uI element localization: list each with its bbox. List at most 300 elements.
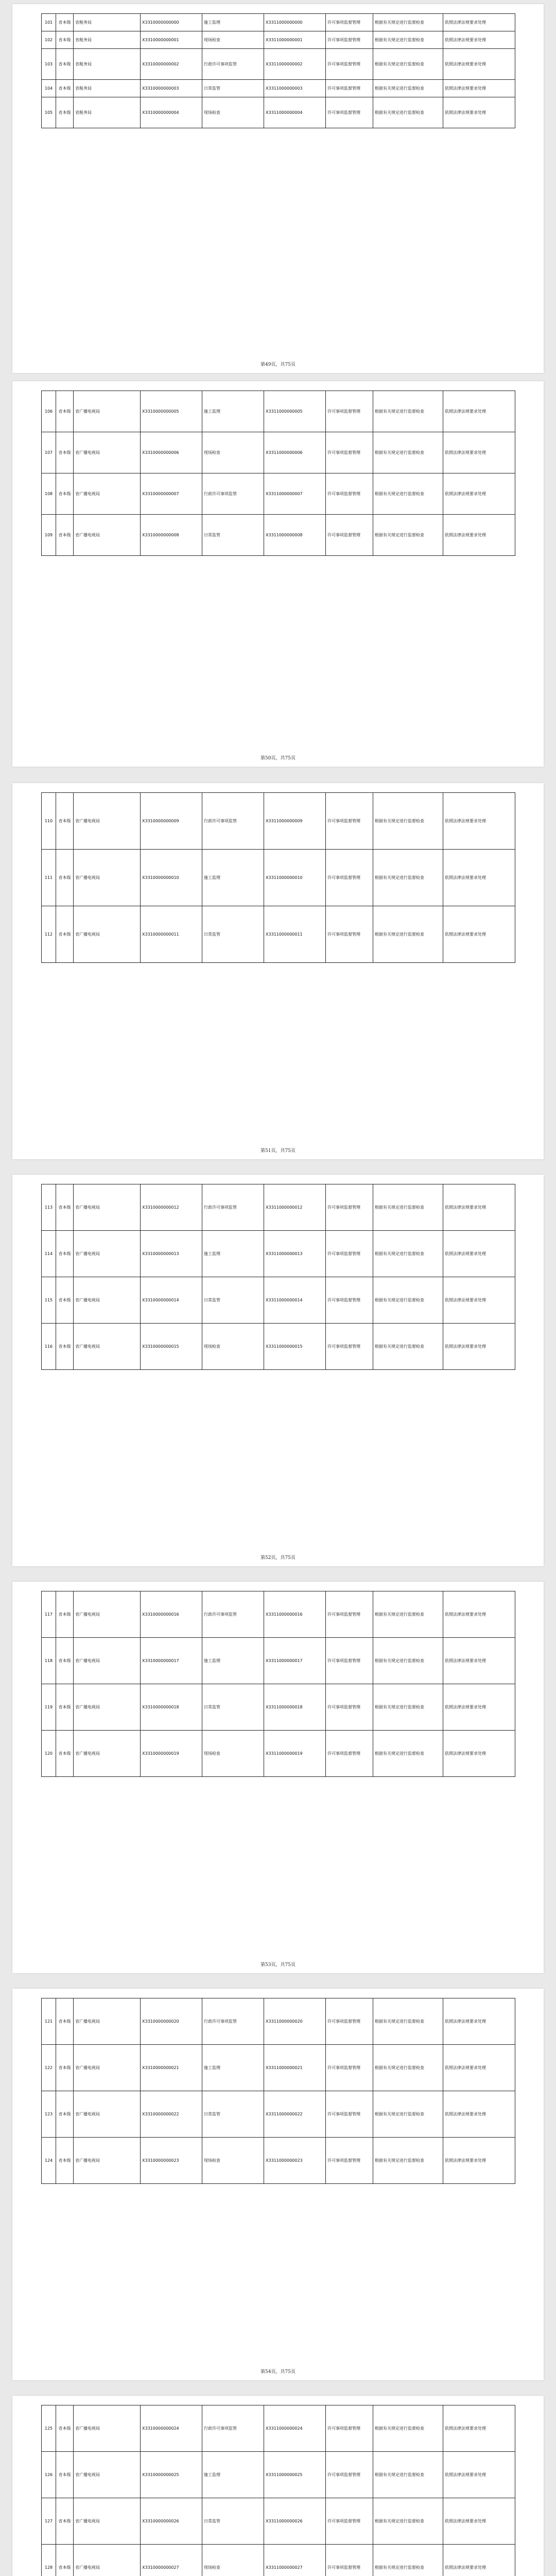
table-cell: X3311000000023 bbox=[264, 2138, 326, 2184]
table-cell: 根据有关规定进行监督检查 bbox=[373, 2405, 443, 2452]
table-cell: 依照法律法规要求处理 bbox=[443, 432, 515, 473]
table-cell: 根据有关规定进行监督检查 bbox=[373, 850, 443, 906]
table-row bbox=[42, 2091, 515, 2138]
table-cell: 根据有关规定进行监督检查 bbox=[373, 97, 443, 128]
table-cell: X3311000000026 bbox=[264, 2498, 326, 2545]
table-cell: 根据有关规定进行监督检查 bbox=[373, 2498, 443, 2545]
table-cell: 依照法律法规要求处理 bbox=[443, 906, 515, 963]
table-cell: 120 bbox=[42, 1731, 56, 1777]
data-table bbox=[41, 792, 515, 963]
table-cell: 省广播电视局 bbox=[74, 1324, 141, 1370]
table-cell: 省本级 bbox=[56, 31, 74, 49]
table-cell: 根据有关规定进行监督检查 bbox=[373, 793, 443, 850]
table-cell: 省广播电视局 bbox=[74, 1684, 141, 1731]
table-cell: X3311000000013 bbox=[264, 1231, 326, 1277]
table-cell: 许可事项监督管理 bbox=[326, 2138, 373, 2184]
table-cell: 许可事项监督管理 bbox=[326, 2545, 373, 2576]
table-cell: 依照法律法规要求处理 bbox=[443, 49, 515, 80]
table-row bbox=[42, 473, 515, 515]
table-cell: 省本级 bbox=[56, 2498, 74, 2545]
table-cell: 根据有关规定进行监督检查 bbox=[373, 1684, 443, 1731]
table-cell: 许可事项监督管理 bbox=[326, 2045, 373, 2091]
table-cell: 省本级 bbox=[56, 432, 74, 473]
table-cell: 根据有关规定进行监督检查 bbox=[373, 49, 443, 80]
table-cell: 省广播电视局 bbox=[74, 1591, 141, 1638]
table-cell: X3310000000021 bbox=[141, 2045, 202, 2091]
table-cell: 省本级 bbox=[56, 906, 74, 963]
table-cell: 省广播电视局 bbox=[74, 2045, 141, 2091]
table-cell: 根据有关规定进行监督检查 bbox=[373, 2091, 443, 2138]
table-cell: 依照法律法规要求处理 bbox=[443, 1731, 515, 1777]
table-row bbox=[42, 432, 515, 473]
table-row bbox=[42, 80, 515, 97]
table-cell: 根据有关规定进行监督检查 bbox=[373, 473, 443, 515]
table-cell: X3310000000019 bbox=[141, 1731, 202, 1777]
table-cell: 省广播电视局 bbox=[74, 850, 141, 906]
page-number-footer: 第51页，共75页 bbox=[260, 1148, 296, 1154]
table-cell: 许可事项监督管理 bbox=[326, 1998, 373, 2045]
table-cell: X3310000000000 bbox=[141, 14, 202, 31]
table-row bbox=[42, 1731, 515, 1777]
table-cell: 省税务局 bbox=[74, 14, 141, 31]
table-cell: X3311000000016 bbox=[264, 1591, 326, 1638]
table-cell: 省本级 bbox=[56, 1998, 74, 2045]
table-cell: 现场检查 bbox=[202, 432, 264, 473]
table-row bbox=[42, 793, 515, 850]
table-cell: 省本级 bbox=[56, 2045, 74, 2091]
table-cell: 省广播电视局 bbox=[74, 1184, 141, 1231]
table-cell: 省广播电视局 bbox=[74, 1277, 141, 1324]
table-cell: 许可事项监督管理 bbox=[326, 391, 373, 432]
table-cell: 现场检查 bbox=[202, 97, 264, 128]
table-cell: 依照法律法规要求处理 bbox=[443, 1638, 515, 1684]
table-row bbox=[42, 49, 515, 80]
table-cell: 省广播电视局 bbox=[74, 906, 141, 963]
table-cell: 施工监理 bbox=[202, 2452, 264, 2498]
table-cell: 省本级 bbox=[56, 1638, 74, 1684]
table-row bbox=[42, 2452, 515, 2498]
table-cell: 许可事项监督管理 bbox=[326, 515, 373, 556]
table-cell: 根据有关规定进行监督检查 bbox=[373, 14, 443, 31]
table-cell: X3310000000026 bbox=[141, 2498, 202, 2545]
page-number-footer: 第52页，共75页 bbox=[260, 1555, 296, 1561]
table-cell: X3310000000023 bbox=[141, 2138, 202, 2184]
page-number-footer: 第53页，共75页 bbox=[260, 1962, 296, 1968]
table-cell: X3310000000009 bbox=[141, 793, 202, 850]
table-cell: 根据有关规定进行监督检查 bbox=[373, 1277, 443, 1324]
table-cell: X3311000000021 bbox=[264, 2045, 326, 2091]
table-cell: 现场检查 bbox=[202, 1731, 264, 1777]
table-cell: 省广播电视局 bbox=[74, 391, 141, 432]
table-cell: X3311000000009 bbox=[264, 793, 326, 850]
table-cell: X3310000000004 bbox=[141, 97, 202, 128]
table-cell: 省本级 bbox=[56, 1324, 74, 1370]
table-container bbox=[41, 1591, 515, 1777]
page-number-footer: 第49页，共75页 bbox=[260, 362, 296, 367]
table-cell: 112 bbox=[42, 906, 56, 963]
table-cell: 根据有关规定进行监督检查 bbox=[373, 80, 443, 97]
table-cell: 122 bbox=[42, 2045, 56, 2091]
table-row bbox=[42, 391, 515, 432]
table-cell: 依照法律法规要求处理 bbox=[443, 2452, 515, 2498]
table-cell: 根据有关规定进行监督检查 bbox=[373, 1998, 443, 2045]
table-cell: 省广播电视局 bbox=[74, 1638, 141, 1684]
table-cell: 省本级 bbox=[56, 1184, 74, 1231]
table-cell: 根据有关规定进行监督检查 bbox=[373, 432, 443, 473]
table-cell: 许可事项监督管理 bbox=[326, 1684, 373, 1731]
table-cell: 根据有关规定进行监督检查 bbox=[373, 31, 443, 49]
table-cell: 依照法律法规要求处理 bbox=[443, 2498, 515, 2545]
table-cell: X3310000000011 bbox=[141, 906, 202, 963]
document-page bbox=[12, 1582, 544, 1973]
table-cell: X3311000000010 bbox=[264, 850, 326, 906]
data-table bbox=[41, 2405, 515, 2576]
table-cell: 行政许可事项监管 bbox=[202, 793, 264, 850]
table-cell: 依照法律法规要求处理 bbox=[443, 391, 515, 432]
table-cell: 根据有关规定进行监督检查 bbox=[373, 906, 443, 963]
table-cell: 省广播电视局 bbox=[74, 2138, 141, 2184]
table-cell: 根据有关规定进行监督检查 bbox=[373, 1324, 443, 1370]
table-cell: 依照法律法规要求处理 bbox=[443, 1184, 515, 1231]
table-cell: 126 bbox=[42, 2452, 56, 2498]
table-cell: 106 bbox=[42, 391, 56, 432]
table-cell: 省广播电视局 bbox=[74, 1998, 141, 2045]
table-cell: X3310000000017 bbox=[141, 1638, 202, 1684]
table-cell: 日常监管 bbox=[202, 515, 264, 556]
table-cell: 省本级 bbox=[56, 1684, 74, 1731]
table-cell: 许可事项监督管理 bbox=[326, 80, 373, 97]
table-cell: 许可事项监督管理 bbox=[326, 1277, 373, 1324]
document-page bbox=[12, 2396, 544, 2576]
table-row bbox=[42, 1998, 515, 2045]
table-cell: X3310000000024 bbox=[141, 2405, 202, 2452]
table-cell: 116 bbox=[42, 1324, 56, 1370]
table-cell: 依照法律法规要求处理 bbox=[443, 97, 515, 128]
table-cell: X3311000000003 bbox=[264, 80, 326, 97]
table-row bbox=[42, 850, 515, 906]
table-cell: 依照法律法规要求处理 bbox=[443, 1684, 515, 1731]
table-cell: X3311000000019 bbox=[264, 1731, 326, 1777]
table-row bbox=[42, 1684, 515, 1731]
table-cell: 现场检查 bbox=[202, 2138, 264, 2184]
table-cell: 省广播电视局 bbox=[74, 2498, 141, 2545]
table-cell: X3311000000022 bbox=[264, 2091, 326, 2138]
table-cell: 104 bbox=[42, 80, 56, 97]
table-cell: 省本级 bbox=[56, 515, 74, 556]
table-cell: 依照法律法规要求处理 bbox=[443, 1277, 515, 1324]
table-cell: 行政许可事项监管 bbox=[202, 1998, 264, 2045]
table-cell: 省广播电视局 bbox=[74, 473, 141, 515]
table-cell: 依照法律法规要求处理 bbox=[443, 2045, 515, 2091]
table-cell: 省广播电视局 bbox=[74, 1231, 141, 1277]
table-cell: 许可事项监督管理 bbox=[326, 1591, 373, 1638]
table-cell: 103 bbox=[42, 49, 56, 80]
table-cell: X3310000000027 bbox=[141, 2545, 202, 2576]
table-row bbox=[42, 2138, 515, 2184]
table-cell: X3311000000004 bbox=[264, 97, 326, 128]
table-cell: 根据有关规定进行监督检查 bbox=[373, 2045, 443, 2091]
table-cell: 根据有关规定进行监督检查 bbox=[373, 1591, 443, 1638]
table-cell: 日常监管 bbox=[202, 1684, 264, 1731]
table-cell: 107 bbox=[42, 432, 56, 473]
table-cell: 依照法律法规要求处理 bbox=[443, 14, 515, 31]
table-cell: 许可事项监督管理 bbox=[326, 1638, 373, 1684]
table-row bbox=[42, 1591, 515, 1638]
table-cell: 许可事项监督管理 bbox=[326, 1324, 373, 1370]
table-cell: X3311000000008 bbox=[264, 515, 326, 556]
table-cell: 许可事项监督管理 bbox=[326, 432, 373, 473]
page-number-footer: 第50页，共75页 bbox=[260, 756, 296, 761]
table-cell: 省本级 bbox=[56, 2545, 74, 2576]
table-cell: X3311000000024 bbox=[264, 2405, 326, 2452]
table-cell: 省税务局 bbox=[74, 31, 141, 49]
table-container bbox=[41, 2405, 515, 2576]
table-row bbox=[42, 2545, 515, 2576]
table-cell: 省本级 bbox=[56, 97, 74, 128]
table-cell: X3311000000002 bbox=[264, 49, 326, 80]
data-table bbox=[41, 391, 515, 556]
table-cell: 施工监理 bbox=[202, 391, 264, 432]
table-cell: X3311000000000 bbox=[264, 14, 326, 31]
table-cell: 依照法律法规要求处理 bbox=[443, 80, 515, 97]
table-cell: 根据有关规定进行监督检查 bbox=[373, 2452, 443, 2498]
table-cell: 省广播电视局 bbox=[74, 2545, 141, 2576]
table-cell: 102 bbox=[42, 31, 56, 49]
table-cell: 省广播电视局 bbox=[74, 2452, 141, 2498]
table-cell: 依照法律法规要求处理 bbox=[443, 515, 515, 556]
table-cell: X3311000000012 bbox=[264, 1184, 326, 1231]
table-cell: 省本级 bbox=[56, 80, 74, 97]
table-cell: X3311000000015 bbox=[264, 1324, 326, 1370]
table-container bbox=[41, 13, 515, 128]
document-page bbox=[12, 4, 544, 373]
table-cell: 日常监管 bbox=[202, 906, 264, 963]
table-cell: 依照法律法规要求处理 bbox=[443, 793, 515, 850]
table-cell: 省税务局 bbox=[74, 97, 141, 128]
table-cell: 依照法律法规要求处理 bbox=[443, 1231, 515, 1277]
table-cell: 省本级 bbox=[56, 391, 74, 432]
table-cell: 117 bbox=[42, 1591, 56, 1638]
table-cell: 行政许可事项监管 bbox=[202, 1591, 264, 1638]
table-cell: X3310000000001 bbox=[141, 31, 202, 49]
table-cell: 123 bbox=[42, 2091, 56, 2138]
table-cell: 许可事项监督管理 bbox=[326, 850, 373, 906]
table-cell: X3310000000003 bbox=[141, 80, 202, 97]
table-row bbox=[42, 515, 515, 556]
table-container bbox=[41, 391, 515, 556]
data-table bbox=[41, 1184, 515, 1370]
table-cell: 省本级 bbox=[56, 49, 74, 80]
table-cell: 日常监管 bbox=[202, 2091, 264, 2138]
table-cell: 省本级 bbox=[56, 473, 74, 515]
table-cell: 许可事项监督管理 bbox=[326, 2091, 373, 2138]
table-cell: 省本级 bbox=[56, 793, 74, 850]
table-cell: 依照法律法规要求处理 bbox=[443, 2138, 515, 2184]
table-cell: 行政许可事项监管 bbox=[202, 49, 264, 80]
table-cell: 省税务局 bbox=[74, 80, 141, 97]
table-cell: X3310000000013 bbox=[141, 1231, 202, 1277]
table-cell: X3310000000020 bbox=[141, 1998, 202, 2045]
table-row bbox=[42, 1638, 515, 1684]
table-row bbox=[42, 906, 515, 963]
table-cell: 依照法律法规要求处理 bbox=[443, 31, 515, 49]
document-page bbox=[12, 1989, 544, 2380]
table-cell: 省本级 bbox=[56, 1731, 74, 1777]
table-cell: 省税务局 bbox=[74, 49, 141, 80]
table-cell: 111 bbox=[42, 850, 56, 906]
table-cell: 根据有关规定进行监督检查 bbox=[373, 1184, 443, 1231]
table-cell: 105 bbox=[42, 97, 56, 128]
table-cell: 根据有关规定进行监督检查 bbox=[373, 391, 443, 432]
table-cell: 许可事项监督管理 bbox=[326, 31, 373, 49]
table-cell: 省本级 bbox=[56, 1231, 74, 1277]
table-cell: 许可事项监督管理 bbox=[326, 1231, 373, 1277]
table-cell: 依照法律法规要求处理 bbox=[443, 2405, 515, 2452]
table-cell: 113 bbox=[42, 1184, 56, 1231]
table-cell: 许可事项监督管理 bbox=[326, 906, 373, 963]
table-cell: X3310000000015 bbox=[141, 1324, 202, 1370]
table-cell: 施工监理 bbox=[202, 850, 264, 906]
table-cell: 124 bbox=[42, 2138, 56, 2184]
table-cell: X3310000000005 bbox=[141, 391, 202, 432]
table-cell: X3311000000018 bbox=[264, 1684, 326, 1731]
table-cell: X3311000000025 bbox=[264, 2452, 326, 2498]
table-cell: 115 bbox=[42, 1277, 56, 1324]
table-cell: X3310000000008 bbox=[141, 515, 202, 556]
table-cell: 行政许可事项监管 bbox=[202, 473, 264, 515]
table-cell: 根据有关规定进行监督检查 bbox=[373, 1731, 443, 1777]
data-table bbox=[41, 1998, 515, 2184]
table-cell: 省本级 bbox=[56, 850, 74, 906]
table-cell: 根据有关规定进行监督检查 bbox=[373, 1638, 443, 1684]
document-page bbox=[12, 783, 544, 1159]
table-row bbox=[42, 1184, 515, 1231]
table-cell: 许可事项监督管理 bbox=[326, 2498, 373, 2545]
table-row bbox=[42, 1324, 515, 1370]
table-cell: 省本级 bbox=[56, 2452, 74, 2498]
table-cell: 许可事项监督管理 bbox=[326, 49, 373, 80]
table-cell: 施工监理 bbox=[202, 2045, 264, 2091]
table-cell: X3311000000027 bbox=[264, 2545, 326, 2576]
table-cell: X3310000000007 bbox=[141, 473, 202, 515]
table-cell: 依照法律法规要求处理 bbox=[443, 473, 515, 515]
table-cell: X3310000000002 bbox=[141, 49, 202, 80]
table-cell: X3310000000014 bbox=[141, 1277, 202, 1324]
table-cell: X3311000000014 bbox=[264, 1277, 326, 1324]
table-cell: 施工监理 bbox=[202, 1638, 264, 1684]
table-cell: 依照法律法规要求处理 bbox=[443, 1591, 515, 1638]
document-page bbox=[12, 381, 544, 767]
table-cell: 许可事项监督管理 bbox=[326, 793, 373, 850]
table-cell: X3311000000020 bbox=[264, 1998, 326, 2045]
table-cell: 日常监管 bbox=[202, 2498, 264, 2545]
table-container bbox=[41, 1184, 515, 1370]
table-cell: 行政许可事项监管 bbox=[202, 1184, 264, 1231]
table-row bbox=[42, 14, 515, 31]
table-cell: 行政许可事项监管 bbox=[202, 2405, 264, 2452]
table-cell: 省本级 bbox=[56, 14, 74, 31]
table-cell: 日常监管 bbox=[202, 80, 264, 97]
table-cell: X3310000000022 bbox=[141, 2091, 202, 2138]
table-cell: 许可事项监督管理 bbox=[326, 1731, 373, 1777]
table-cell: 依照法律法规要求处理 bbox=[443, 1324, 515, 1370]
table-cell: 依照法律法规要求处理 bbox=[443, 2091, 515, 2138]
table-cell: 许可事项监督管理 bbox=[326, 14, 373, 31]
table-cell: 省广播电视局 bbox=[74, 432, 141, 473]
table-cell: 125 bbox=[42, 2405, 56, 2452]
table-cell: 根据有关规定进行监督检查 bbox=[373, 1231, 443, 1277]
table-row bbox=[42, 31, 515, 49]
table-cell: X3310000000006 bbox=[141, 432, 202, 473]
table-row bbox=[42, 1231, 515, 1277]
table-container bbox=[41, 792, 515, 963]
table-cell: X3311000000017 bbox=[264, 1638, 326, 1684]
table-cell: 省广播电视局 bbox=[74, 793, 141, 850]
table-cell: 101 bbox=[42, 14, 56, 31]
table-cell: 121 bbox=[42, 1998, 56, 2045]
table-cell: 118 bbox=[42, 1638, 56, 1684]
table-cell: 省广播电视局 bbox=[74, 1731, 141, 1777]
table-row bbox=[42, 1277, 515, 1324]
table-cell: 省本级 bbox=[56, 1277, 74, 1324]
table-cell: X3311000000005 bbox=[264, 391, 326, 432]
table-cell: 省广播电视局 bbox=[74, 515, 141, 556]
table-cell: 许可事项监督管理 bbox=[326, 97, 373, 128]
page-number-footer: 第54页，共75页 bbox=[260, 2369, 296, 2375]
table-cell: 许可事项监督管理 bbox=[326, 2405, 373, 2452]
table-cell: 114 bbox=[42, 1231, 56, 1277]
table-cell: 许可事项监督管理 bbox=[326, 2452, 373, 2498]
table-cell: 根据有关规定进行监督检查 bbox=[373, 515, 443, 556]
table-row bbox=[42, 2045, 515, 2091]
data-table bbox=[41, 13, 515, 128]
table-cell: 119 bbox=[42, 1684, 56, 1731]
table-cell: X3310000000018 bbox=[141, 1684, 202, 1731]
table-cell: 127 bbox=[42, 2498, 56, 2545]
table-cell: 128 bbox=[42, 2545, 56, 2576]
table-cell: 依照法律法规要求处理 bbox=[443, 850, 515, 906]
table-row bbox=[42, 2405, 515, 2452]
table-cell: 现场检查 bbox=[202, 2545, 264, 2576]
table-cell: 省广播电视局 bbox=[74, 2405, 141, 2452]
table-cell: 省本级 bbox=[56, 2405, 74, 2452]
table-row bbox=[42, 97, 515, 128]
table-cell: 施工监理 bbox=[202, 1231, 264, 1277]
table-row bbox=[42, 2498, 515, 2545]
table-cell: 110 bbox=[42, 793, 56, 850]
table-cell: 根据有关规定进行监督检查 bbox=[373, 2138, 443, 2184]
table-cell: 省广播电视局 bbox=[74, 2091, 141, 2138]
table-container bbox=[41, 1998, 515, 2184]
table-cell: 许可事项监督管理 bbox=[326, 473, 373, 515]
table-cell: X3311000000001 bbox=[264, 31, 326, 49]
table-cell: 省本级 bbox=[56, 1591, 74, 1638]
table-cell: 施工监理 bbox=[202, 14, 264, 31]
table-cell: X3310000000010 bbox=[141, 850, 202, 906]
table-cell: X3311000000007 bbox=[264, 473, 326, 515]
table-cell: 现场检查 bbox=[202, 31, 264, 49]
table-cell: 根据有关规定进行监督检查 bbox=[373, 2545, 443, 2576]
table-cell: X3310000000025 bbox=[141, 2452, 202, 2498]
table-cell: X3311000000011 bbox=[264, 906, 326, 963]
data-table bbox=[41, 1591, 515, 1777]
table-cell: 109 bbox=[42, 515, 56, 556]
table-cell: 现场检查 bbox=[202, 1324, 264, 1370]
table-cell: 省本级 bbox=[56, 2138, 74, 2184]
table-cell: X3310000000016 bbox=[141, 1591, 202, 1638]
table-cell: 依照法律法规要求处理 bbox=[443, 1998, 515, 2045]
table-cell: 省本级 bbox=[56, 2091, 74, 2138]
